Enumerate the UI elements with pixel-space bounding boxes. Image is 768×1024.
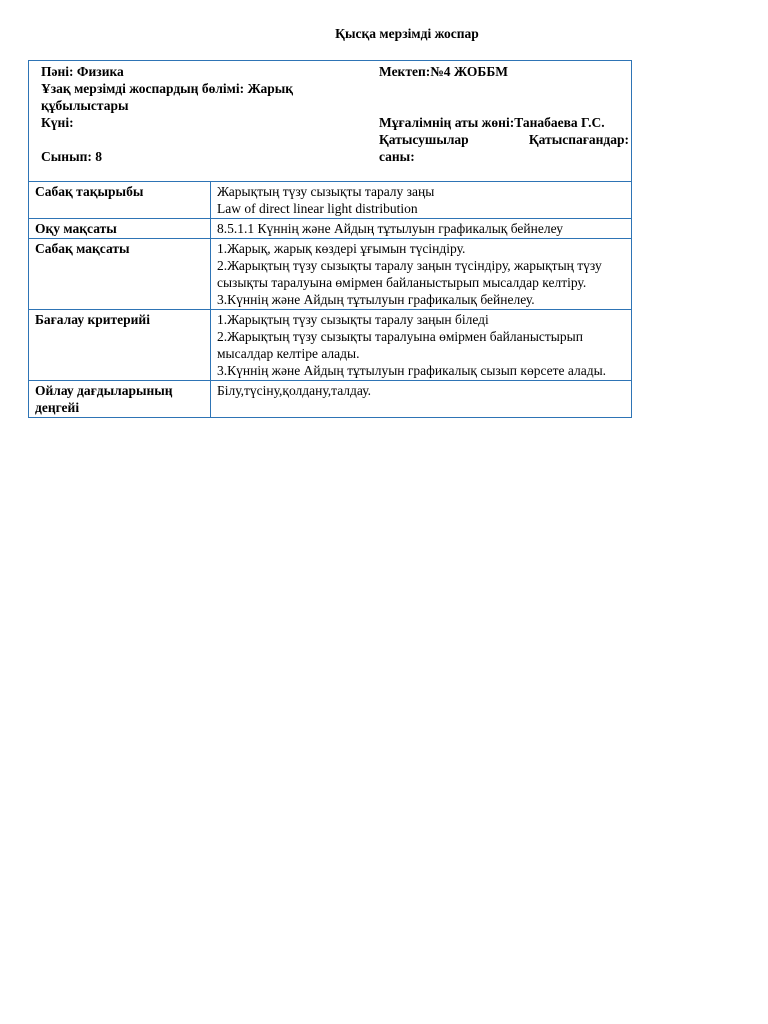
content-line: 2.Жарықтың түзу сызықты таралуына өмірмен байланыстырып мысалдар келтіре алады.: [217, 329, 583, 361]
row-label: Сабақ мақсаты: [29, 239, 211, 310]
content-line: 1.Жарық, жарық көздері ұғымын түсіндіру.: [217, 241, 466, 256]
header-row: [29, 61, 632, 182]
row-content: [211, 182, 632, 219]
absent-label: Қатыспағандар:: [528, 132, 629, 147]
content-line: Жарықтың түзу сызықты таралу заңы: [217, 184, 435, 199]
row-content: [211, 310, 632, 381]
table-row-lesson-topic: [29, 182, 632, 219]
row-label: Сабақ тақырыбы: [29, 182, 211, 219]
header-right-column: [379, 63, 629, 165]
table-row-learning-objective: [29, 219, 632, 239]
document-title: Қысқа мерзімді жоспар: [335, 26, 479, 41]
row-content: [211, 381, 632, 418]
table-row-thinking-skills: [29, 381, 632, 418]
content-line: 1.Жарықтың түзу сызықты таралу заңын біледі: [217, 312, 489, 327]
content-line: 2.Жарықтың түзу сызықты таралу заңын түсіндіру, жарықтың түзу сызықты таралуына өмірмен байланыстырып мысалдар келтіру.: [217, 258, 602, 290]
grade-label: Сынып: 8: [41, 149, 103, 164]
content-line: 8.5.1.1 Күннің және Айдың тұтылуын графикалық бейнелеу: [217, 221, 563, 236]
row-label: Ойлау дағдыларының деңгейі: [29, 381, 211, 418]
row-label: Бағалау критерийі: [29, 310, 211, 381]
teacher-label: Мұғалімнің аты жөні:Танабаева Г.С.: [379, 115, 605, 130]
school-label: Мектеп:№4 ЖОББМ: [379, 64, 509, 79]
header-cell: [29, 61, 632, 182]
row-content: [211, 239, 632, 310]
content-line: Law of direct linear light distribution: [217, 201, 418, 216]
row-content: [211, 219, 632, 239]
subject-label: Пәні: Физика: [41, 64, 124, 79]
date-label: Күні:: [41, 115, 74, 130]
attendance-line: [379, 131, 629, 165]
content-line: 3.Күннің және Айдың тұтылуын графикалық бейнелеу.: [217, 292, 535, 307]
header-left-column: [41, 63, 361, 165]
table-row-lesson-goal: [29, 239, 632, 310]
row-label: Оқу мақсаты: [29, 219, 211, 239]
table-row-assessment-criteria: [29, 310, 632, 381]
content-line: Білу,түсіну,қолдану,талдау.: [217, 383, 371, 398]
participants-label: Қатысушылар саны:: [379, 132, 469, 164]
long-term-section-label: Ұзақ мерзімді жоспардың бөлімі: Жарық құбылыстары: [41, 81, 294, 113]
lesson-plan-table: [28, 60, 632, 418]
content-line: 3.Күннің және Айдың тұтылуын графикалық сызып көрсете алады.: [217, 363, 607, 378]
